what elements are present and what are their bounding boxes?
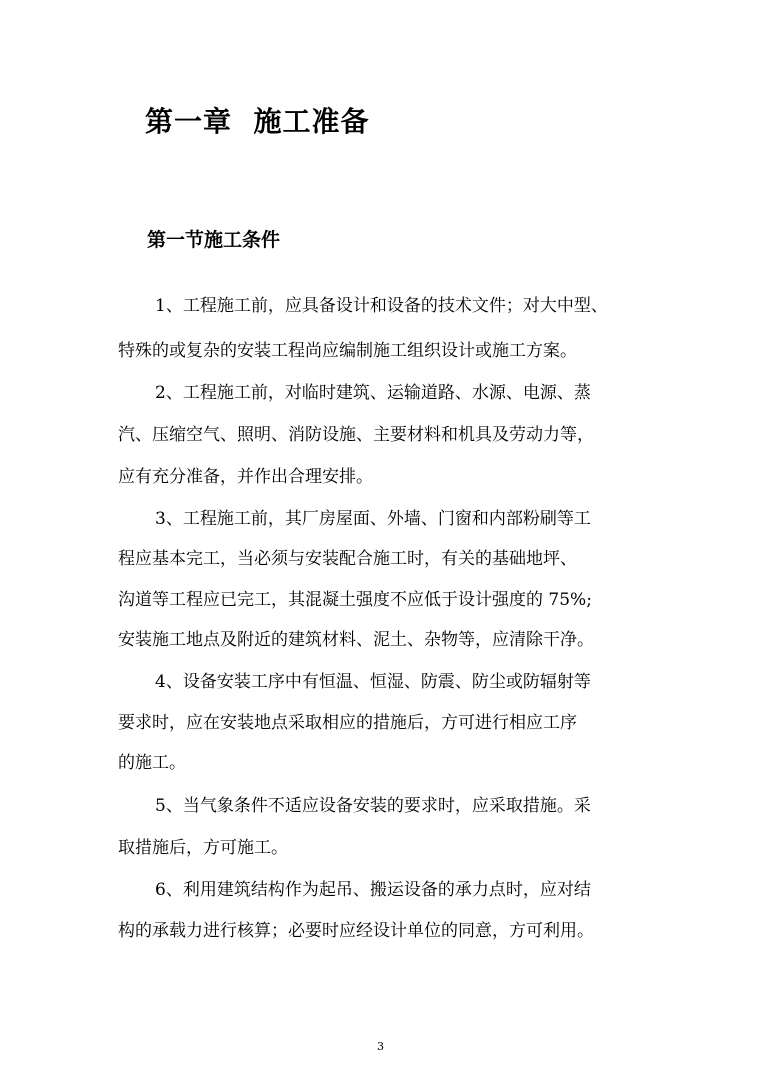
- paragraph-4-line-1: 4、设备安装工序中有恒温、恒湿、防震、防尘或防辐射等: [155, 672, 591, 692]
- paragraph-2-line-2: 汽、压缩空气、照明、消防设施、主要材料和机具及劳动力等，: [118, 425, 594, 445]
- section-title: 第一节施工条件: [147, 229, 281, 251]
- paragraph-4-line-2: 要求时，应在安装地点采取相应的措施后，方可进行相应工序: [118, 713, 577, 733]
- paragraph-4-line-3: 的施工。: [118, 753, 186, 773]
- paragraph-1-line-2: 特殊的或复杂的安装工程尚应编制施工组织设计或施工方案。: [118, 341, 577, 361]
- paragraph-3-line-1: 3、工程施工前，其厂房屋面、外墙、门窗和内部粉刷等工: [155, 509, 591, 529]
- paragraph-6-line-1: 6、利用建筑结构作为起吊、搬运设备的承力点时，应对结: [155, 880, 591, 900]
- paragraph-2-line-1: 2、工程施工前，对临时建筑、运输道路、水源、电源、蒸: [155, 383, 591, 403]
- paragraph-2-line-3: 应有充分准备，并作出合理安排。: [118, 467, 373, 487]
- paragraph-5-line-1: 5、当气象条件不适应设备安装的要求时，应采取措施。采: [155, 796, 591, 816]
- paragraph-3-line-2: 程应基本完工，当必须与安装配合施工时，有关的基础地坪、: [118, 549, 577, 569]
- paragraph-5-line-2: 取措施后，方可施工。: [118, 838, 288, 858]
- paragraph-6-line-2: 构的承载力进行核算；必要时应经设计单位的同意，方可利用。: [118, 921, 594, 941]
- paragraph-3-line-4: 安装施工地点及附近的建筑材料、泥土、杂物等，应清除干净。: [118, 630, 594, 650]
- chapter-title: 第一章 施工准备: [145, 105, 370, 138]
- paragraph-3-line-3: 沟道等工程应已完工，其混凝土强度不应低于设计强度的 75%;: [118, 590, 592, 610]
- page-number: 3: [377, 1040, 384, 1053]
- paragraph-1-line-1: 1、工程施工前，应具备设计和设备的技术文件；对大中型、: [155, 296, 608, 316]
